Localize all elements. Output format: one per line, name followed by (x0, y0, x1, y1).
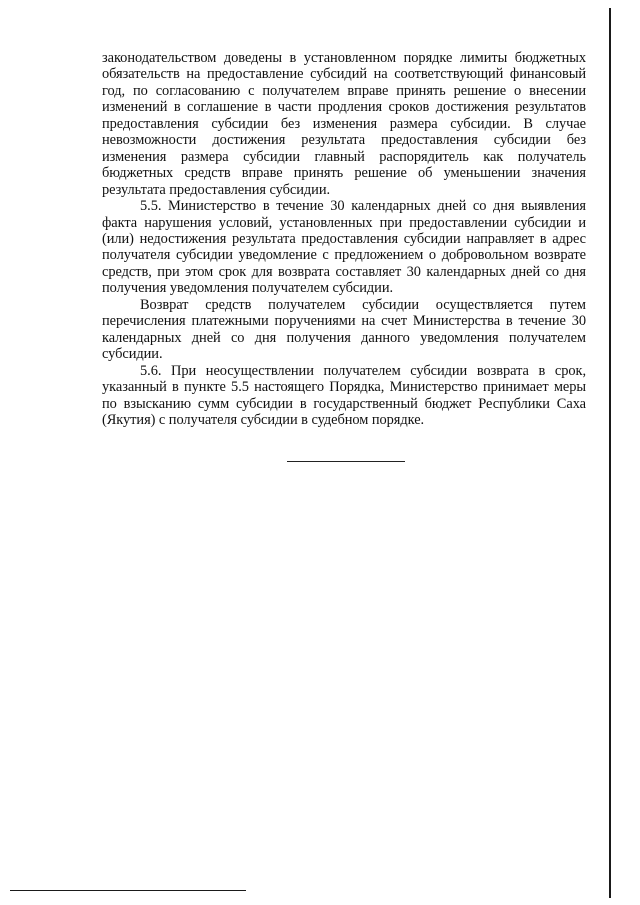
document-body (102, 50, 586, 428)
end-of-document-rule (287, 461, 405, 462)
scan-bottom-edge-line (10, 890, 246, 891)
page-edge-line (609, 8, 611, 898)
paragraph-refund: Возврат средств получателем субсидии осуществляется путем перечисления платежными поручениями на счет Министерства в течение 30 календарных дней со дня получения данного уведомления получателем субсидии. (102, 296, 586, 363)
paragraph-5-5: 5.5. Министерство в течение 30 календарных дней со дня выявления факта нарушения условий, установленных при предоставлении субсидии и (или) недостижения результата предоставления субсидии направляет в адрес получателя субсидии уведомление с предложением о добровольном возврате средств, при этом срок для возврата составляет 30 календарных дней со дня получения уведомления получателем субсидии. (102, 198, 586, 297)
paragraph-5-6: 5.6. При неосуществлении получателем субсидии возврата в срок, указанный в пункте 5.5 настоящего Порядка, Министерство принимает меры по взысканию сумм субсидии в государственный бюджет Республики Саха (Якутия) с получателя субсидии в судебном порядке. (102, 362, 586, 428)
paragraph-continuation: законодательством доведены в установленном порядке лимиты бюджетных обязательств на предоставление субсидий на соответствующий финансовый год, по согласованию с получателем вправе принять решение о внесении изменений в соглашение в части продления сроков достижения результатов предоставления субсидии без изменения размера субсидии. В случае невозможности достижения результата предоставления субсидии без изменения размера субсидии главный распорядитель как получатель бюджетных средств вправе принять решение об уменьшении значения результата предоставления субсидии. (102, 50, 586, 198)
